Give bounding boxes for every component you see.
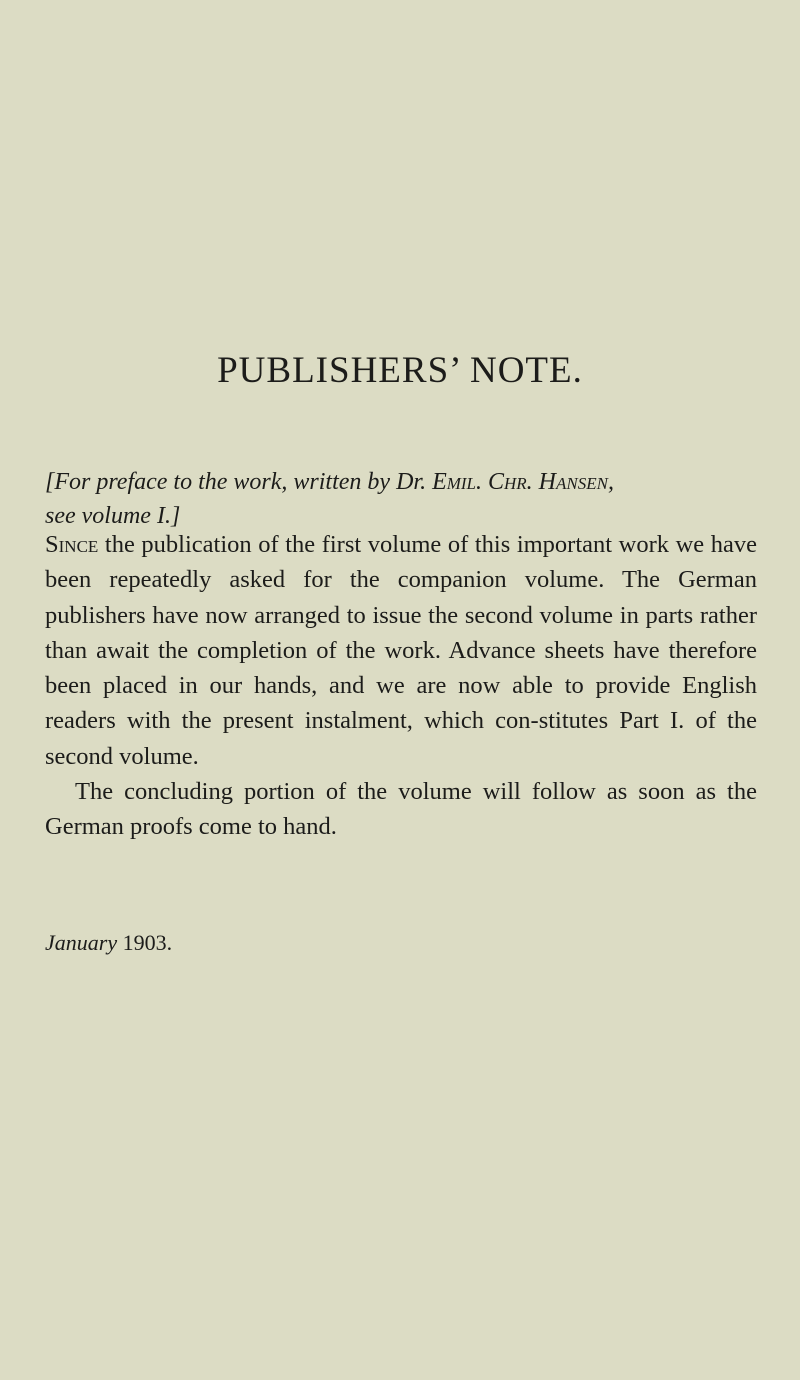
paragraph-2: The concluding portion of the volume will follow as soon as the German proofs come to hand. <box>45 778 757 841</box>
close-bracket: ] <box>170 503 181 529</box>
preface-text-2: , <box>607 469 614 495</box>
preface-note <box>45 465 755 533</box>
paragraph-1 <box>45 527 757 774</box>
date-month: January <box>45 930 118 955</box>
open-bracket: [ <box>45 469 55 495</box>
date-line <box>45 930 172 956</box>
date-year: 1903. <box>122 930 173 955</box>
page-title: PUBLISHERS’ NOTE. <box>217 350 583 391</box>
lead-word: Since <box>45 531 99 558</box>
note-body <box>45 527 757 845</box>
preface-text-1: For preface to the work, written by Dr. <box>54 469 433 495</box>
paragraph-1-text: the publication of the first volume of this important work we have been repeatedly asked for the companion volume. The German publishers have now arranged to issue the second volume in parts rather than await the completion of the work. Advance sheets have therefore been placed in our hands, and we are now able to provide English readers with the present instalment, which con-stitutes Part I. of the second volume. <box>45 531 757 770</box>
author-name: Emil. Chr. Hansen <box>432 469 608 495</box>
preface-text-3: see volume I. <box>45 503 171 529</box>
